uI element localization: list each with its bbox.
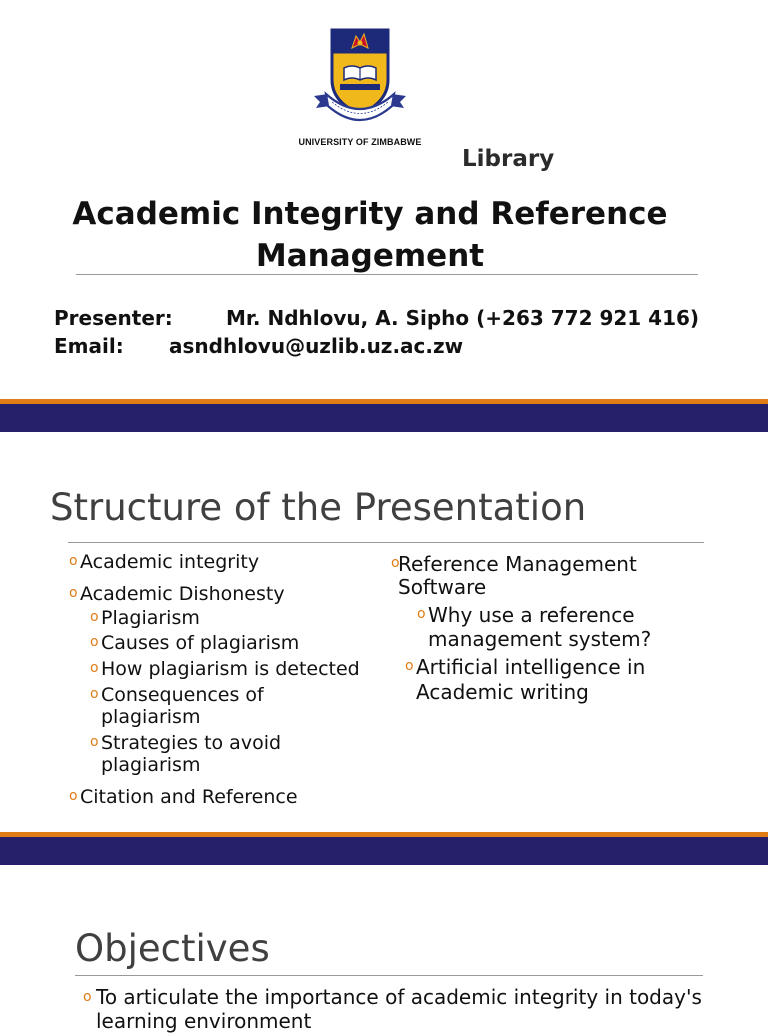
slide-divider-band [0, 399, 768, 432]
bullet-marker-icon: o [90, 686, 99, 702]
objectives-divider [75, 975, 703, 976]
email-row [54, 334, 463, 358]
university-logo [276, 10, 444, 166]
bullet-marker-icon: o [69, 553, 78, 569]
structure-subitem-plagiarism: o Plagiarism [90, 607, 200, 629]
slide-divider-band [0, 832, 768, 865]
structure-item-academic-dishonesty: o Academic Dishonesty [69, 583, 285, 605]
bullet-marker-icon: o [90, 609, 99, 625]
bullet-marker-icon: o [90, 734, 99, 750]
library-label: Library [462, 146, 555, 172]
bullet-marker-icon: o [417, 606, 426, 622]
objective-item: o To articulate the importance of academic integrity in today's learning environment [83, 985, 702, 1033]
presentation-title: Academic Integrity and Reference Management [72, 196, 668, 274]
structure-subitem-causes: o Causes of plagiarism [90, 632, 300, 654]
structure-divider [68, 542, 704, 543]
bullet-marker-icon: o [90, 634, 99, 650]
presenter-value: Mr. Ndhlovu, A. Sipho (+263 772 921 416) [226, 306, 700, 330]
structure-item-reference-management: o Reference Management Software [391, 552, 637, 599]
bullet-marker-icon: o [391, 555, 400, 571]
structure-subitem-ai: o Artificial intelligence in Academic writing [405, 655, 646, 704]
bullet-marker-icon: o [83, 989, 92, 1005]
slide-divider-accent [0, 832, 768, 837]
title-divider [76, 274, 698, 275]
logo-caption: UNIVERSITY OF ZIMBABWE [298, 137, 422, 147]
structure-item-academic-integrity: o Academic integrity [69, 551, 260, 573]
bullet-marker-icon: o [405, 658, 414, 674]
structure-subitem-detection: o How plagiarism is detected [90, 658, 360, 680]
presenter-row [54, 306, 699, 330]
structure-subitem-consequences: o Consequences of plagiarism [90, 684, 264, 728]
slide-divider-accent [0, 399, 768, 404]
structure-title: Structure of the Presentation [50, 486, 587, 529]
bullet-marker-icon: o [69, 585, 78, 601]
structure-subitem-strategies: o Strategies to avoid plagiarism [90, 732, 282, 776]
university-crest-icon [276, 10, 444, 140]
bullet-marker-icon: o [90, 660, 99, 676]
email-value[interactable]: asndhlovu@uzlib.uz.ac.zw [169, 334, 464, 358]
objectives-title: Objectives [75, 927, 270, 970]
structure-item-citation: o Citation and Reference [69, 786, 298, 808]
structure-subitem-why-reference-system: o Why use a reference management system? [417, 603, 652, 651]
bullet-marker-icon: o [69, 788, 78, 804]
email-label: Email: [54, 334, 124, 358]
presenter-label: Presenter: [54, 306, 173, 330]
